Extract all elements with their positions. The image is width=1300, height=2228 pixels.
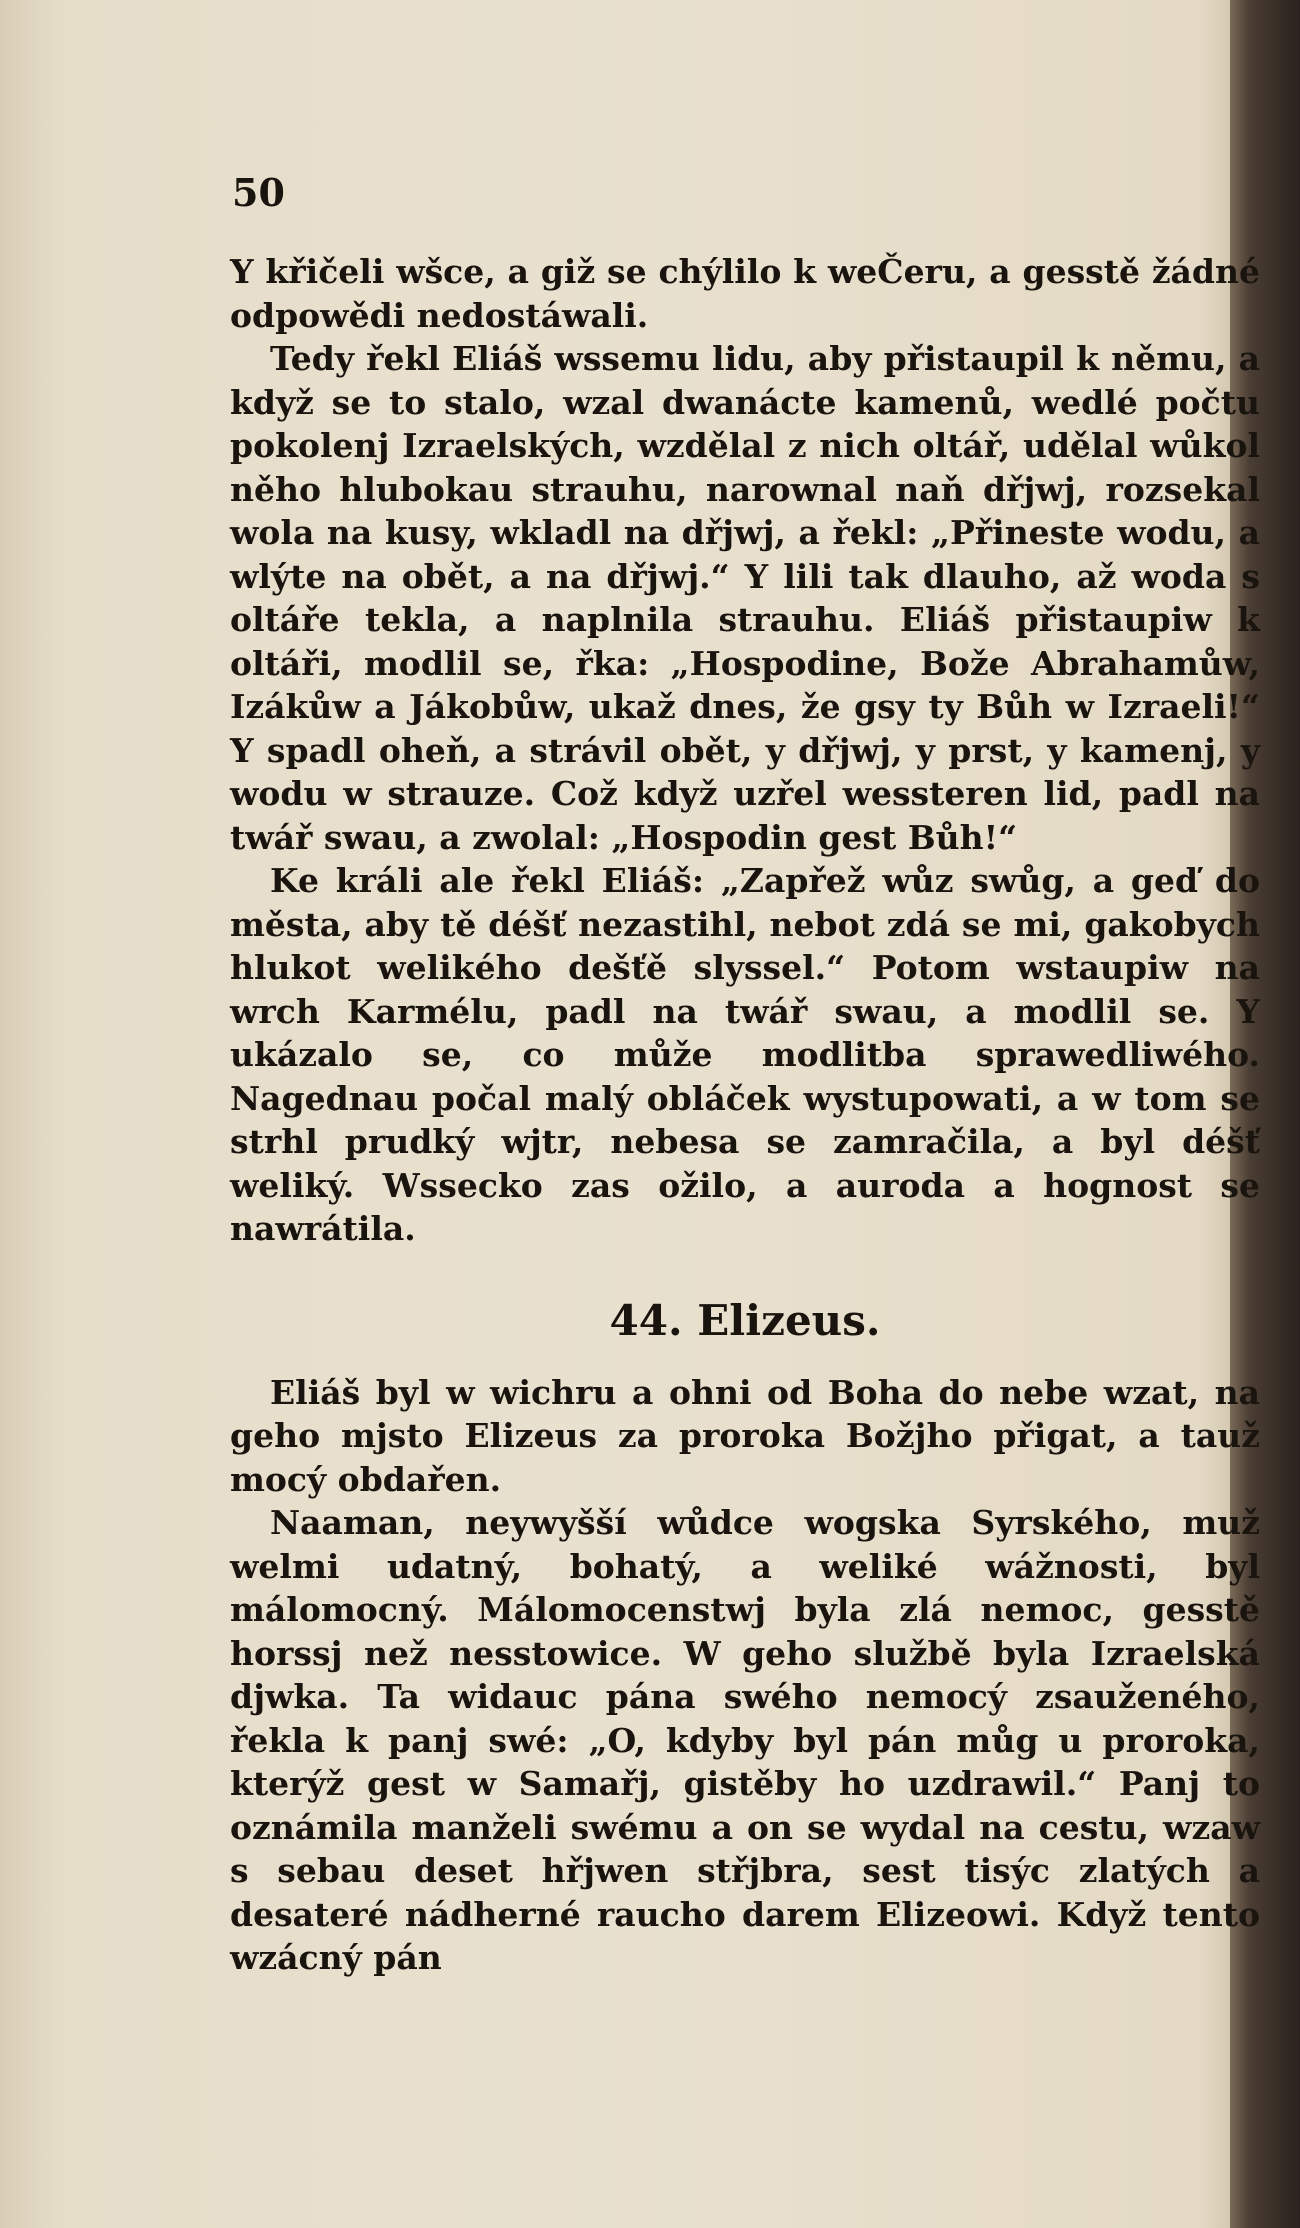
page-number: 50 xyxy=(232,170,285,215)
section-heading: 44. Elizeus. xyxy=(609,1295,881,1345)
book-page xyxy=(150,150,1260,2200)
paragraph-5: Naaman, neywyšší wůdce wogska Syrského, muž welmi udatný, bohatý, a weliké wážnosti, byl málomocný. Málomocenstwj byla zlá nemoc, gesstě horssj než nesstowice. W geho službě byla Izraelská djwka. Ta widauc pána swého nemocý zsauženého, řekla k panj swé: „O, kdyby byl pán můg u proroka, kterýž gest w Samařj, gistěby ho uzdrawil.“ Panj to oznámila manželi swému a on se wydal na cestu, wzaw s sebau deset hřjwen střjbra, sest tisýc zlatých a desateré nádherné raucho darem Elizeowi. Když tento wzácný pán xyxy=(230,1503,1260,1977)
paragraph-4: Eliáš byl w wichru a ohni od Boha do nebe wzat, na geho mjsto Elizeus za proroka Božjho přigat, a tauž mocý obdařen. xyxy=(230,1372,1260,1499)
paragraph-2: Tedy řekl Eliáš wssemu lidu, aby přistaupil k němu, a když se to stalo, wzal dwanácte kamenů, wedlé počtu pokolenj Izraelských, wzdělal z nich oltář, udělal wůkol něho hlubokau strauhu, narownal naň dřjwj, rozsekal wola na kusy, wkladl na dřjwj, a řekl: „Přineste wodu, a wlýte na obět, a na dřjwj.“ Y lili tak dlauho, až woda s oltáře tekla, a naplnila strauhu. Eliáš přistaupiw k oltáři, modlil se, řka: „Hospodine, Bože Abrahamůw, Izákůw a Jákobůw, ukaž dnes, že gsy ty Bůh w Izraeli!“ Y spadl oheň, a strávil obět, y dřjwj, y prst, y kamenj, y wodu w strauze. Což když uzřel wessteren lid, padl na twář swau, a zwolal: „Hospodin gest Bůh!“ xyxy=(230,339,1260,857)
body-text xyxy=(230,250,1260,1980)
paragraph-1: Y křičeli wšce, a giž se chýlilo k weČeru, a gesstě žádné odpowědi nedostáwali. xyxy=(230,252,1260,335)
paragraph-3: Ke králi ale řekl Eliáš: „Zapřež wůz swůg, a geď do města, aby tě déšť nezastihl, nebot zdá se mi, gakobych hlukot welikého dešťě slyssel.“ Potom wstaupiw na wrch Karmélu, padl na twář swau, a modlil se. Y ukázalo se, co může modlitba sprawedliwého. Nagednau počal malý obláček wystupowati, a w tom se strhl prudký wjtr, nebesa se zamračila, a byl déšť weliký. Wssecko zas ožilo, a auroda a hognost se nawrátila. xyxy=(230,861,1260,1248)
